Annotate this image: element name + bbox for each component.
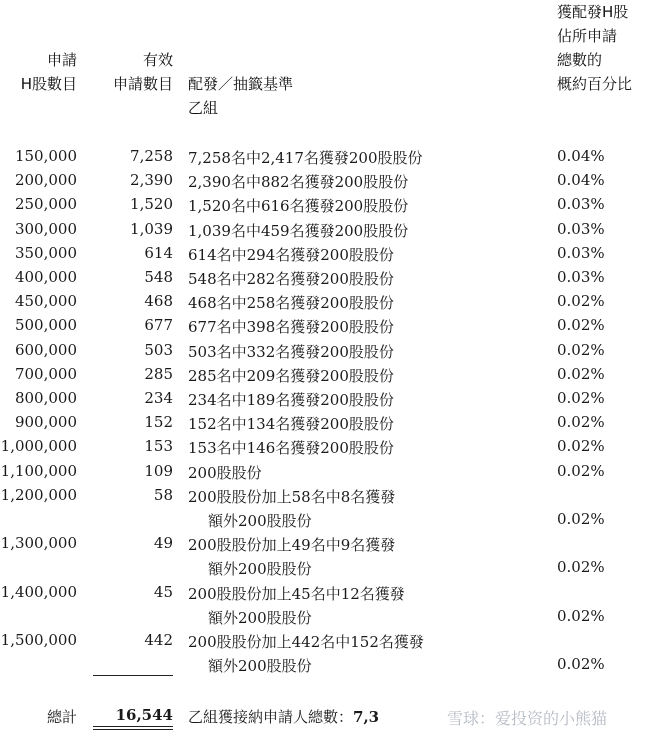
percent-cell: 0.02% xyxy=(557,364,605,383)
percent-cell: 0.02% xyxy=(557,389,605,407)
percent-cell: 0.02% xyxy=(557,461,605,480)
basis-cell: 677名中398名獲發200股股份 xyxy=(188,318,394,337)
table-row xyxy=(0,437,662,461)
table-row xyxy=(0,341,662,365)
applications-cell: 548 xyxy=(144,268,173,286)
header-hshares-line1: 申請 xyxy=(46,51,77,69)
applications-cell: 503 xyxy=(144,340,173,359)
percent-cell: 0.02% xyxy=(557,655,605,674)
header-percentage-line2: 佔所申請 xyxy=(557,27,618,45)
basis-cell: 200股股份加上442名中152名獲發 xyxy=(188,633,424,652)
header-valid-applications xyxy=(113,48,173,96)
basis-cell: 200股股份加上49名中9名獲發 xyxy=(188,536,396,555)
basis-cell: 503名中332名獲發200股股份 xyxy=(188,342,394,361)
shares-cell: 400,000 xyxy=(14,268,77,286)
table-row xyxy=(0,534,662,579)
basis-cell-continued: 額外200股股份 xyxy=(208,657,312,676)
header-basis-line1: 配發／抽籤基準 xyxy=(188,75,294,93)
basis-cell-continued: 額外200股股份 xyxy=(208,511,312,530)
table-row xyxy=(0,195,662,219)
table-row xyxy=(0,244,662,268)
basis-cell: 234名中189名獲發200股股份 xyxy=(188,391,394,409)
applications-cell: 1,039 xyxy=(130,219,173,238)
shares-cell: 450,000 xyxy=(14,292,77,311)
applications-cell: 153 xyxy=(144,437,173,456)
table-row xyxy=(0,631,662,676)
table-row xyxy=(0,292,662,316)
header-hshares xyxy=(21,48,77,96)
basis-cell: 1,520名中616名獲發200股股份 xyxy=(188,197,409,216)
header-applications-line2: 申請數目 xyxy=(112,75,173,93)
basis-cell: 200股股份加上58名中8名獲發 xyxy=(188,487,396,506)
header-percentage xyxy=(557,0,632,96)
percent-cell: 0.02% xyxy=(557,606,605,625)
header-hshares-line2: H股數目 xyxy=(20,75,77,93)
table-row xyxy=(0,171,662,195)
total-description xyxy=(188,706,379,727)
shares-cell: 900,000 xyxy=(14,413,77,432)
applications-cell: 49 xyxy=(153,534,173,553)
table-row xyxy=(0,147,662,171)
table-row xyxy=(0,389,662,413)
total-description-text: 乙組獲接納申請人總數： xyxy=(188,708,354,726)
table-row xyxy=(0,365,662,389)
basis-cell: 153名中146名獲發200股股份 xyxy=(188,439,394,458)
total-value: 16,544 xyxy=(115,706,173,724)
table-row xyxy=(0,316,662,340)
basis-cell: 614名中294名獲發200股股份 xyxy=(188,245,394,264)
header-applications-line1: 有效 xyxy=(142,51,173,69)
shares-cell: 800,000 xyxy=(14,389,77,407)
header-basis-line2: 乙組 xyxy=(188,99,219,117)
shares-cell: 1,400,000 xyxy=(0,582,77,601)
applications-cell: 234 xyxy=(144,389,173,407)
table-row xyxy=(0,582,662,627)
shares-cell: 1,000,000 xyxy=(0,437,77,456)
percent-cell: 0.03% xyxy=(557,195,605,214)
applications-cell: 442 xyxy=(144,631,173,650)
basis-cell-continued: 額外200股股份 xyxy=(208,608,312,627)
shares-cell: 1,300,000 xyxy=(0,534,77,553)
percent-cell: 0.02% xyxy=(557,437,605,456)
shares-cell: 1,500,000 xyxy=(0,631,77,650)
applications-cell: 285 xyxy=(144,364,173,383)
applications-cell: 45 xyxy=(153,582,173,601)
percent-cell: 0.04% xyxy=(557,171,605,190)
shares-cell: 700,000 xyxy=(14,364,77,383)
shares-cell: 250,000 xyxy=(14,195,77,214)
percent-cell: 0.02% xyxy=(557,413,605,432)
watermark: 雪球：爱投资的小熊猫 xyxy=(447,709,608,728)
shares-cell: 200,000 xyxy=(14,171,77,190)
shares-cell: 150,000 xyxy=(14,147,77,165)
applications-cell: 468 xyxy=(144,292,173,311)
shares-cell: 1,200,000 xyxy=(0,485,77,504)
shares-cell: 350,000 xyxy=(14,243,77,262)
basis-cell-continued: 額外200股股份 xyxy=(208,560,312,579)
percent-cell: 0.03% xyxy=(557,243,605,262)
table-row xyxy=(0,485,662,530)
header-percentage-line1: 獲配發H股 xyxy=(557,3,629,21)
table-row xyxy=(0,268,662,292)
shares-cell: 600,000 xyxy=(14,340,77,359)
basis-cell: 285名中209名獲發200股股份 xyxy=(188,366,394,385)
applications-cell: 7,258 xyxy=(130,147,173,165)
basis-cell: 152名中134名獲發200股股份 xyxy=(188,415,394,434)
header-basis xyxy=(188,72,293,120)
basis-cell: 2,390名中882名獲發200股股份 xyxy=(188,173,409,192)
shares-cell: 1,100,000 xyxy=(0,461,77,480)
subtotal-rule xyxy=(93,675,173,676)
total-label: 總計 xyxy=(46,708,77,726)
percent-cell: 0.02% xyxy=(557,316,605,335)
applications-cell: 1,520 xyxy=(130,195,173,214)
percent-cell: 0.03% xyxy=(557,268,605,286)
basis-cell: 200股股份 xyxy=(188,463,262,482)
shares-cell: 500,000 xyxy=(14,316,77,335)
basis-cell: 1,039名中459名獲發200股股份 xyxy=(188,221,409,240)
table-row xyxy=(0,462,662,486)
header-percentage-line4: 概約百分比 xyxy=(557,75,633,93)
table-row xyxy=(0,220,662,244)
applications-cell: 614 xyxy=(144,243,173,262)
applications-cell: 109 xyxy=(144,461,173,480)
basis-cell: 200股股份加上45名中12名獲發 xyxy=(188,584,405,603)
percent-cell: 0.02% xyxy=(557,509,605,528)
applications-cell: 58 xyxy=(153,485,173,504)
percent-cell: 0.02% xyxy=(557,558,605,577)
percent-cell: 0.02% xyxy=(557,292,605,311)
percent-cell: 0.04% xyxy=(557,147,605,165)
shares-cell: 300,000 xyxy=(14,219,77,238)
applications-cell: 2,390 xyxy=(130,171,173,190)
basis-cell: 7,258名中2,417名獲發200股股份 xyxy=(188,149,423,167)
basis-cell: 468名中258名獲發200股股份 xyxy=(188,294,394,313)
total-description-value: 7,3 xyxy=(353,708,380,726)
header-percentage-line3: 總數的 xyxy=(557,51,603,69)
applications-cell: 152 xyxy=(144,413,173,432)
percent-cell: 0.03% xyxy=(557,219,605,238)
percent-cell: 0.02% xyxy=(557,340,605,359)
total-double-rule xyxy=(93,726,173,730)
table-row xyxy=(0,413,662,437)
applications-cell: 677 xyxy=(144,316,173,335)
basis-cell: 548名中282名獲發200股股份 xyxy=(188,270,394,288)
